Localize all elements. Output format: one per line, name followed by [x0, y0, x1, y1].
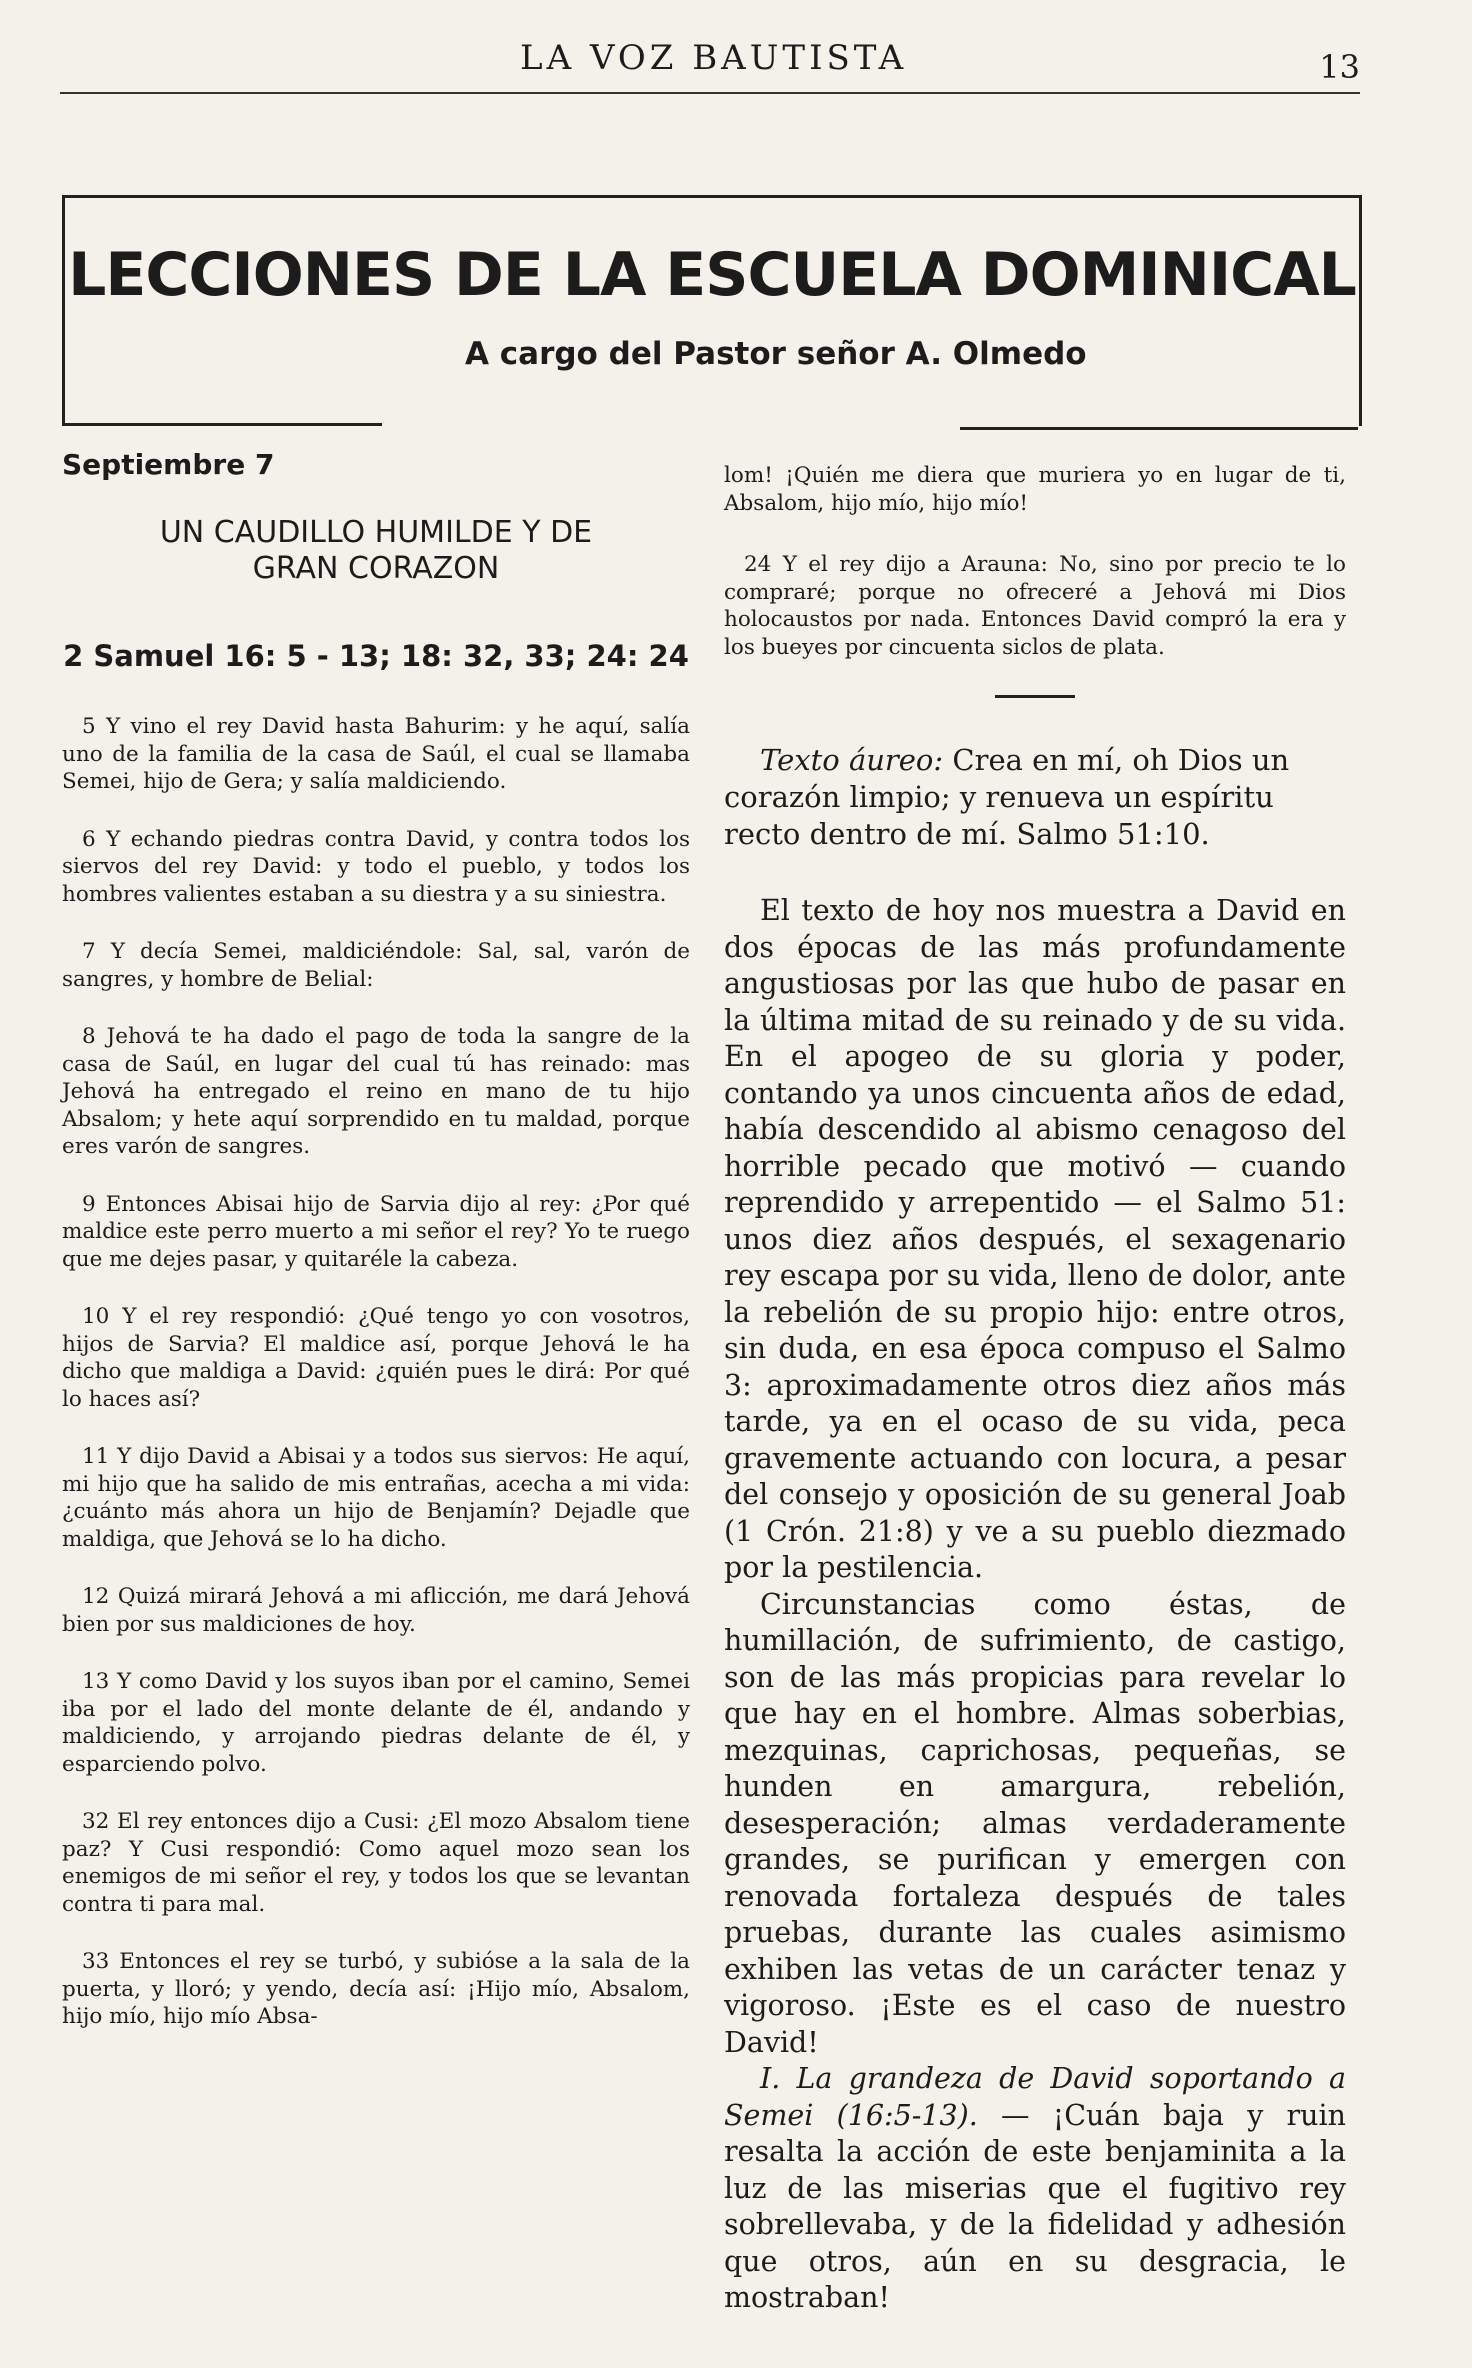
lesson-title-line-1: UN CAUDILLO HUMILDE Y DE — [159, 515, 593, 550]
section-one-text: — ¡Cuán baja y ruin resalta la acción de este benjaminita a la luz de las miserias que el fugitivo rey sobrellevaba, y de la fidelidad y adhesión que otros, aún en su desgracia, le mostraban! — [724, 2098, 1347, 2314]
verse-11: 11 Y dijo David a Abisai y a todos sus siervos: He aquí, mi hijo que ha salido de mis entrañas, acecha a mi vida: ¿cuánto más ahora un hijo de Benjamín? Dejadle que maldiga, que Jehová se lo ha dicho. — [62, 1444, 690, 1552]
lesson-date: Septiembre 7 — [62, 448, 275, 481]
banner-byline: A cargo del Pastor señor A. Olmedo — [465, 336, 1087, 372]
lesson-title — [62, 515, 690, 587]
golden-text-body: Crea en mí, oh Dios un corazón limpio; y renueva un espíritu recto dentro de mí. Salmo 51:10. — [724, 743, 1290, 851]
scripture-reference: 2 Samuel 16: 5 - 13; 18: 32, 33; 24: 24 — [63, 639, 689, 673]
banner-title: LECCIONES DE LA ESCUELA DOMINICAL — [68, 240, 1356, 310]
golden-text — [724, 742, 1346, 853]
verse-7: 7 Y decía Semei, maldiciéndole: Sal, sal, varón de sangres, y hombre de Belial: — [62, 939, 690, 992]
golden-text-label: Texto áureo: — [760, 743, 944, 777]
header-rule — [60, 92, 1360, 94]
verse-9: 9 Entonces Abisai hijo de Sarvia dijo al rey: ¿Por qué maldice este perro muerto a mi señor el rey? Yo te ruego que me dejes pasar, y quitaréle la cabeza. — [62, 1191, 690, 1272]
section-banner — [62, 195, 1362, 426]
verse-33: 33 Entonces el rey se turbó, y subióse a la sala de la puerta, y lloró; y yendo, decía así: ¡Hijo mío, Absalom, hijo mío, hijo mío Absa- — [62, 1949, 690, 2029]
commentary-paragraph-1: El texto de hoy nos muestra a David en dos épocas de las más profundamente angustiosas por las que hubo de pasar en la última mitad de su reinado y de su vida. En el apogeo de su gloria y poder, contando ya unos cincuenta años de edad, había descendido al abismo cenagoso del horrible pecado que motivó — cuando reprendido y arrepentido — el Salmo 51: unos diez años después, el sexagenario rey escapa por su vida, lleno de dolor, ante la rebelión de su propio hijo: entre otros, sin duda, en esa época compuso el Salmo 3: aproximadamente otros diez años más tarde, ya en el ocaso de su vida, peca gravemente actuando con locura, a pesar del consejo y oposición de su general Joab (1 Crón. 21:8) y ve a su pueblo diezmado por la pestilencia. — [724, 894, 1346, 1584]
section-one-paragraph — [724, 2061, 1346, 2317]
right-column — [724, 462, 1346, 2317]
banner-rule-right — [960, 427, 1358, 430]
section-divider — [995, 695, 1075, 698]
verse-12: 12 Quizá mirará Jehová a mi aflicción, me dará Jehová bien por sus maldiciones de hoy. — [62, 1584, 690, 1637]
verse-8: 8 Jehová te ha dado el pago de toda la sangre de la casa de Saúl, en lugar del cual tú has reinado: mas Jehová ha entregado el reino en mano de tu hijo Absalom; y hete aquí sorprendido en tu maldad, porque eres varón de sangres. — [62, 1024, 690, 1159]
verse-10: 10 Y el rey respondió: ¿Qué tengo yo con vosotros, hijos de Sarvia? El maldice así, porque Jehová le ha dicho que maldiga a David: ¿quién pues le dirá: Por qué lo haces así? — [62, 1304, 690, 1412]
lesson-title-line-2: GRAN CORAZON — [252, 551, 500, 586]
verse-24: 24 Y el rey dijo a Arauna: No, sino por precio te lo compraré; porque no ofreceré a Jehová mi Dios holocaustos por nada. Entonces David compró la era y los bueyes por cincuenta siclos de plata. — [724, 552, 1346, 660]
left-column — [62, 448, 690, 2061]
verse-13: 13 Y como David y los suyos iban por el camino, Semei iba por el lado del monte delante de él, andando y maldiciendo, y arrojando piedras delante de él, y esparciendo polvo. — [62, 1669, 690, 1777]
commentary-paragraph-2: Circunstancias como éstas, de humillación, de sufrimiento, de castigo, son de las más propicias para revelar lo que hay en el hombre. Almas soberbias, mezquinas, caprichosas, pequeñas, se hunden en amargura, rebelión, desesperación; almas verdaderamente grandes, se purifican y emergen con renovada fortaleza después de tales pruebas, durante las cuales asimismo exhiben las vetas de un carácter tenaz y vigoroso. ¡Este es el caso de nuestro David! — [724, 1587, 1346, 2059]
verse-32: 32 El rey entonces dijo a Cusi: ¿El mozo Absalom tiene paz? Y Cusi respondió: Como aquel mozo sean los enemigos de mi señor el rey, y todos los que se levantan contra ti para mal. — [62, 1809, 690, 1917]
section-one-heading: I. La grandeza de David soportando a Semei (16:5-13). — [724, 2062, 1346, 2132]
verse-6: 6 Y echando piedras contra David, y contra todos los siervos del rey David: y todo el pueblo, y todos los hombres valientes estaban a su diestra y a su siniestra. — [62, 826, 690, 907]
page-number: 13 — [1319, 48, 1360, 86]
verse-5: 5 Y vino el rey David hasta Bahurim: y he aquí, salía uno de la familia de la casa de Saúl, el cual se llamaba Semei, hijo de Gera; y salía maldiciendo. — [62, 714, 690, 794]
banner-rule-left — [62, 423, 382, 426]
running-head — [60, 30, 1360, 100]
running-title: LA VOZ BAUTISTA — [520, 38, 908, 78]
verse-33-continued: lom! ¡Quién me diera que muriera yo en lugar de ti, Absalom, hijo mío, hijo mío! — [724, 463, 1346, 516]
